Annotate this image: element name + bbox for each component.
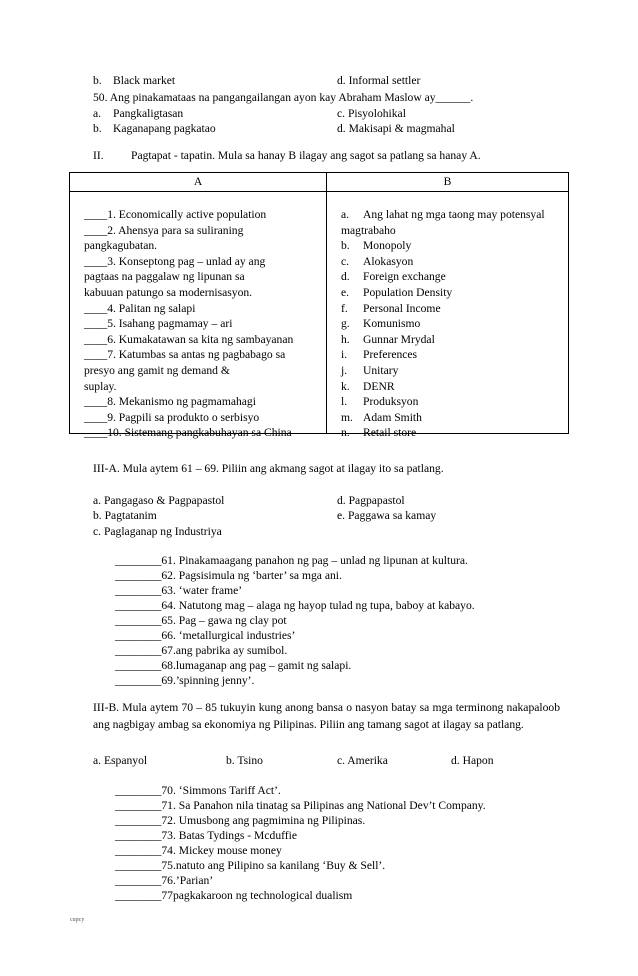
col-b-row	[341, 270, 545, 286]
section-3a-instruction: III-A. Mula aytem 61 – 69. Piliin ang akmang sagot at ilagay ito sa patlang.	[93, 462, 444, 475]
col-a-row: ____4. Palitan ng salapi	[84, 301, 196, 315]
col-b-row	[341, 302, 545, 318]
col-a-row: presyo ang gamit ng demand &	[84, 363, 230, 377]
column-a-list	[84, 208, 293, 442]
column-b-header: B	[327, 173, 569, 192]
col-b-letter: g.	[341, 317, 350, 331]
question-item: ________75.natuto ang Pilipino sa kanilang ‘Buy & Sell’.	[115, 859, 386, 872]
col-b-text: magtrabaho	[341, 223, 396, 237]
col-a-row: pagtaas na paggalaw ng lipunan sa	[84, 270, 245, 284]
col-b-text: Alokasyon	[363, 254, 414, 268]
column-b-list	[341, 208, 545, 442]
col-a-row: ____7. Katumbas sa antas ng pagbabago sa	[84, 348, 286, 362]
section-3b-option-b: b. Tsino	[226, 754, 263, 767]
col-b-text: Preferences	[363, 348, 418, 362]
q50-option-d: d. Makisapi & magmahal	[337, 122, 455, 135]
question-item: ________65. Pag – gawa ng clay pot	[115, 614, 287, 627]
col-b-row	[341, 208, 545, 224]
option-b-prev-text: Black market	[113, 74, 176, 87]
question-item: ________73. Batas Tydings - Mcduffie	[115, 829, 297, 842]
col-a-row: ____5. Isahang pagmamay – ari	[84, 317, 233, 331]
section-3a-option-a: a. Pangagaso & Pagpapastol	[93, 494, 225, 507]
question-item: ________72. Umusbong ang pagmimina ng Pilipinas.	[115, 814, 366, 827]
q50-option-a-text: Pangkaligtasan	[113, 107, 184, 120]
col-a-row: ____6. Kumakatawan sa kita ng sambayanan	[84, 332, 294, 346]
section-3b-option-d: d. Hapon	[451, 754, 494, 767]
col-b-row	[341, 255, 545, 271]
col-b-row	[341, 348, 545, 364]
question-item: ________69.’spinning jenny’.	[115, 674, 255, 687]
col-a-row: ____9. Pagpili sa produkto o serbisyo	[84, 410, 260, 424]
col-a-row: ____3. Konseptong pag – unlad ay ang	[84, 254, 266, 268]
question-item: ________71. Sa Panahon nila tinatag sa Pilipinas ang National Dev’t Company.	[115, 799, 486, 812]
col-a-row: ____8. Mekanismo ng pagmamahagi	[84, 395, 256, 409]
col-b-text: Monopoly	[363, 239, 412, 253]
question-item: ________66. ‘metallurgical industries’	[115, 629, 296, 642]
col-b-row	[341, 411, 545, 427]
q50-option-c: c. Pisyolohikal	[337, 107, 406, 120]
section-3a-option-c: c. Paglaganap ng Industriya	[93, 525, 222, 538]
col-b-text: Komunismo	[363, 317, 421, 331]
col-b-text: Ang lahat ng mga taong may potensyal	[363, 208, 545, 221]
question-item: ________62. Pagsisimula ng ‘barter’ sa mga ani.	[115, 569, 342, 582]
col-b-letter: m.	[341, 410, 353, 424]
col-b-text: Retail store	[363, 426, 417, 440]
col-b-row	[341, 395, 545, 411]
question-item: ________76.’Parian’	[115, 874, 214, 887]
section-3a-option-b: b. Pagtatanim	[93, 509, 157, 522]
col-b-row	[341, 239, 545, 255]
col-b-row	[341, 426, 545, 442]
q50-option-b-text: Kaganapang pagkatao	[113, 122, 216, 135]
col-b-text: Personal Income	[363, 301, 441, 315]
col-b-text: Population Density	[363, 285, 453, 299]
question-item: ________77pagkakaroon ng technological dualism	[115, 889, 353, 902]
col-b-letter: c.	[341, 254, 350, 268]
col-a-row: suplay.	[84, 379, 117, 393]
question-item: ________61. Pinakamaagang panahon ng pag – unlad ng lipunan at kultura.	[115, 554, 468, 567]
col-b-text: Gunnar Mrydal	[363, 332, 435, 346]
col-b-letter: n.	[341, 426, 350, 440]
col-b-text: Produksyon	[363, 395, 419, 409]
q50-option-b: b. Kaganapang pagkatao	[93, 122, 216, 135]
section-3b-instruction: III-B. Mula aytem 70 – 85 tukuyin kung anong bansa o nasyon batay sa mga terminong nakapaloob ang nagbigay ambag sa ekonomiya ng Pilipinas. Piliin ang tamang sagot at ilagay sa patlang.	[93, 701, 560, 731]
col-b-letter: a.	[341, 208, 350, 221]
section-3b-option-a: a. Espanyol	[93, 754, 148, 767]
col-b-text: Unitary	[363, 363, 399, 377]
col-b-letter: j.	[341, 363, 348, 377]
col-a-row: kabuuan patungo sa modernisasyon.	[84, 285, 253, 299]
question-item: ________64. Natutong mag – alaga ng hayop tulad ng tupa, baboy at kabayo.	[115, 599, 475, 612]
col-b-row	[341, 317, 545, 333]
col-b-row	[341, 286, 545, 302]
col-b-letter: b.	[341, 239, 350, 253]
section-3a-option-d: d. Pagpapastol	[337, 494, 405, 507]
column-a-header: A	[70, 173, 327, 192]
col-b-text: Adam Smith	[363, 410, 422, 424]
option-b-prev: b. Black market	[93, 74, 176, 87]
col-b-letter: e.	[341, 285, 350, 299]
col-b-text: Foreign exchange	[363, 270, 446, 284]
section-3b-option-c: c. Amerika	[337, 754, 388, 767]
section-3a-option-e: e. Paggawa sa kamay	[337, 509, 437, 522]
question-item: ________63. ‘water frame’	[115, 584, 243, 597]
footer-text: cupcy	[70, 917, 85, 923]
col-a-row: pangkagubatan.	[84, 239, 158, 253]
option-d-prev: d. Informal settler	[337, 74, 421, 87]
question-item: ________68.lumaganap ang pag – gamit ng salapi.	[115, 659, 352, 672]
question-item: ________70. ‘Simmons Tariff Act’.	[115, 784, 281, 797]
col-b-row	[341, 333, 545, 349]
col-b-letter: k.	[341, 379, 350, 393]
col-b-letter: f.	[341, 301, 348, 315]
col-b-row	[341, 224, 545, 240]
col-b-letter: h.	[341, 332, 350, 346]
col-b-row	[341, 364, 545, 380]
col-a-row: ____10. Sistemang pangkabuhayan sa China	[84, 426, 292, 440]
q50-option-a: a. Pangkaligtasan	[93, 107, 184, 120]
question-50: 50. Ang pinakamataas na pangangailangan ayon kay Abraham Maslow ay______.	[93, 91, 474, 104]
col-a-row: ____2. Ahensya para sa suliraning	[84, 223, 244, 237]
section-2-instruction: Pagtapat - tapatin. Mula sa hanay B ilagay ang sagot sa patlang sa hanay A.	[131, 149, 481, 162]
col-b-letter: l.	[341, 395, 348, 409]
col-b-letter: i.	[341, 348, 348, 362]
col-b-row	[341, 380, 545, 396]
question-item: ________67.ang pabrika ay sumibol.	[115, 644, 288, 657]
col-a-row: ____1. Economically active population	[84, 208, 267, 221]
question-item: ________74. Mickey mouse money	[115, 844, 282, 857]
col-b-letter: d.	[341, 270, 350, 284]
section-2-number: II.	[93, 149, 104, 162]
col-b-text: DENR	[363, 379, 395, 393]
